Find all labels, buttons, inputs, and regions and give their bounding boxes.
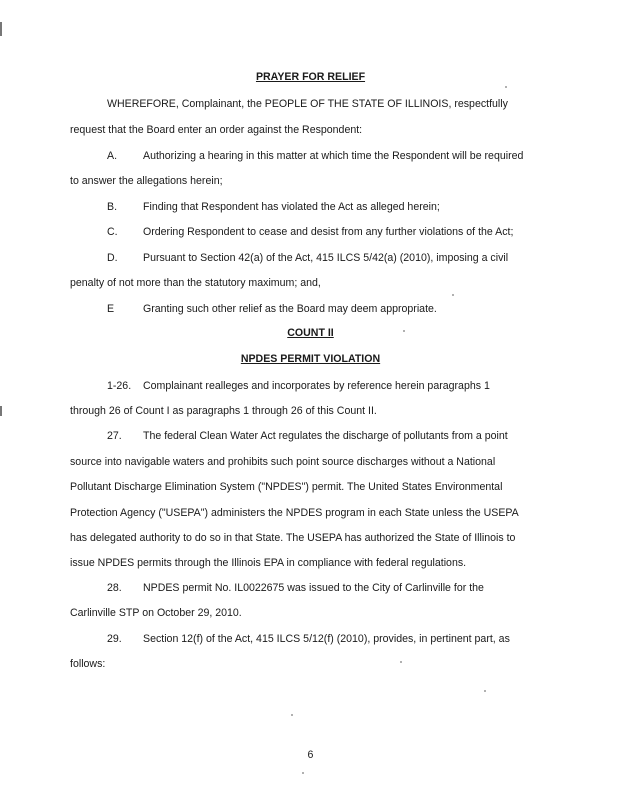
scan-speck <box>291 714 293 716</box>
count-subheading: NPDES PERMIT VIOLATION <box>240 353 381 365</box>
relief-c-text: Ordering Respondent to cease and desist from any further violations of the Act; <box>143 226 514 238</box>
paragraph-line: issue NPDES permits through the Illinois EPA in compliance with federal regulations. <box>70 557 467 569</box>
relief-b-text: Finding that Respondent has violated the Act as alleged herein; <box>143 201 440 213</box>
wherefore-line-2: request that the Board enter an order against the Respondent: <box>70 124 363 136</box>
relief-a-text: Authorizing a hearing in this matter at which time the Respondent will be required <box>143 150 524 162</box>
scan-speck <box>400 661 402 663</box>
paragraph-line: through 26 of Count I as paragraphs 1 through 26 of this Count II. <box>70 405 377 417</box>
paragraph-number: 1-26. <box>107 380 132 392</box>
relief-d-text: Pursuant to Section 42(a) of the Act, 415 ILCS 5/42(a) (2010), imposing a civil <box>143 252 509 264</box>
prayer-for-relief-heading: PRAYER FOR RELIEF <box>255 71 366 83</box>
scan-speck <box>302 772 304 774</box>
paragraph-number: 29. <box>107 633 122 645</box>
scan-speck <box>505 86 507 88</box>
paragraph-line: NPDES permit No. IL0022675 was issued to the City of Carlinville for the <box>143 582 484 594</box>
paragraph-line: Carlinville STP on October 29, 2010. <box>70 607 242 619</box>
page-number: 6 <box>307 749 314 761</box>
paragraph-line: follows: <box>70 658 106 670</box>
paragraph-number: 27. <box>107 430 122 442</box>
relief-c-letter: C. <box>107 226 118 238</box>
paragraph-line: has delegated authority to do so in that State. The USEPA has authorized the State of Illinois to <box>70 532 516 544</box>
paragraph-line: Section 12(f) of the Act, 415 ILCS 5/12(f) (2010), provides, in pertinent part, as <box>143 633 510 645</box>
relief-d-letter: D. <box>107 252 118 264</box>
paragraph-line: Protection Agency ("USEPA") administers the NPDES program in each State unless the USEPA <box>70 507 519 519</box>
scan-speck <box>452 294 454 296</box>
relief-a-letter: A. <box>107 150 118 162</box>
scan-edge-mark <box>0 406 2 416</box>
relief-e-letter: E <box>107 303 115 315</box>
relief-a-continuation: to answer the allegations herein; <box>70 175 223 187</box>
wherefore-line-1: WHEREFORE, Complainant, the PEOPLE OF THE STATE OF ILLINOIS, respectfully <box>107 98 508 110</box>
count-heading: COUNT II <box>287 327 334 339</box>
paragraph-line: The federal Clean Water Act regulates the discharge of pollutants from a point <box>143 430 508 442</box>
scan-speck <box>484 690 486 692</box>
paragraph-line: source into navigable waters and prohibits such point source discharges without a National <box>70 456 496 468</box>
relief-d-continuation: penalty of not more than the statutory maximum; and, <box>70 277 321 289</box>
relief-b-letter: B. <box>107 201 118 213</box>
relief-e-text: Granting such other relief as the Board may deem appropriate. <box>143 303 437 315</box>
paragraph-line: Pollutant Discharge Elimination System ("NPDES") permit. The United States Environmental <box>70 481 503 493</box>
scan-edge-mark <box>0 22 2 36</box>
paragraph-number: 28. <box>107 582 122 594</box>
paragraph-line: Complainant realleges and incorporates by reference herein paragraphs 1 <box>143 380 490 392</box>
